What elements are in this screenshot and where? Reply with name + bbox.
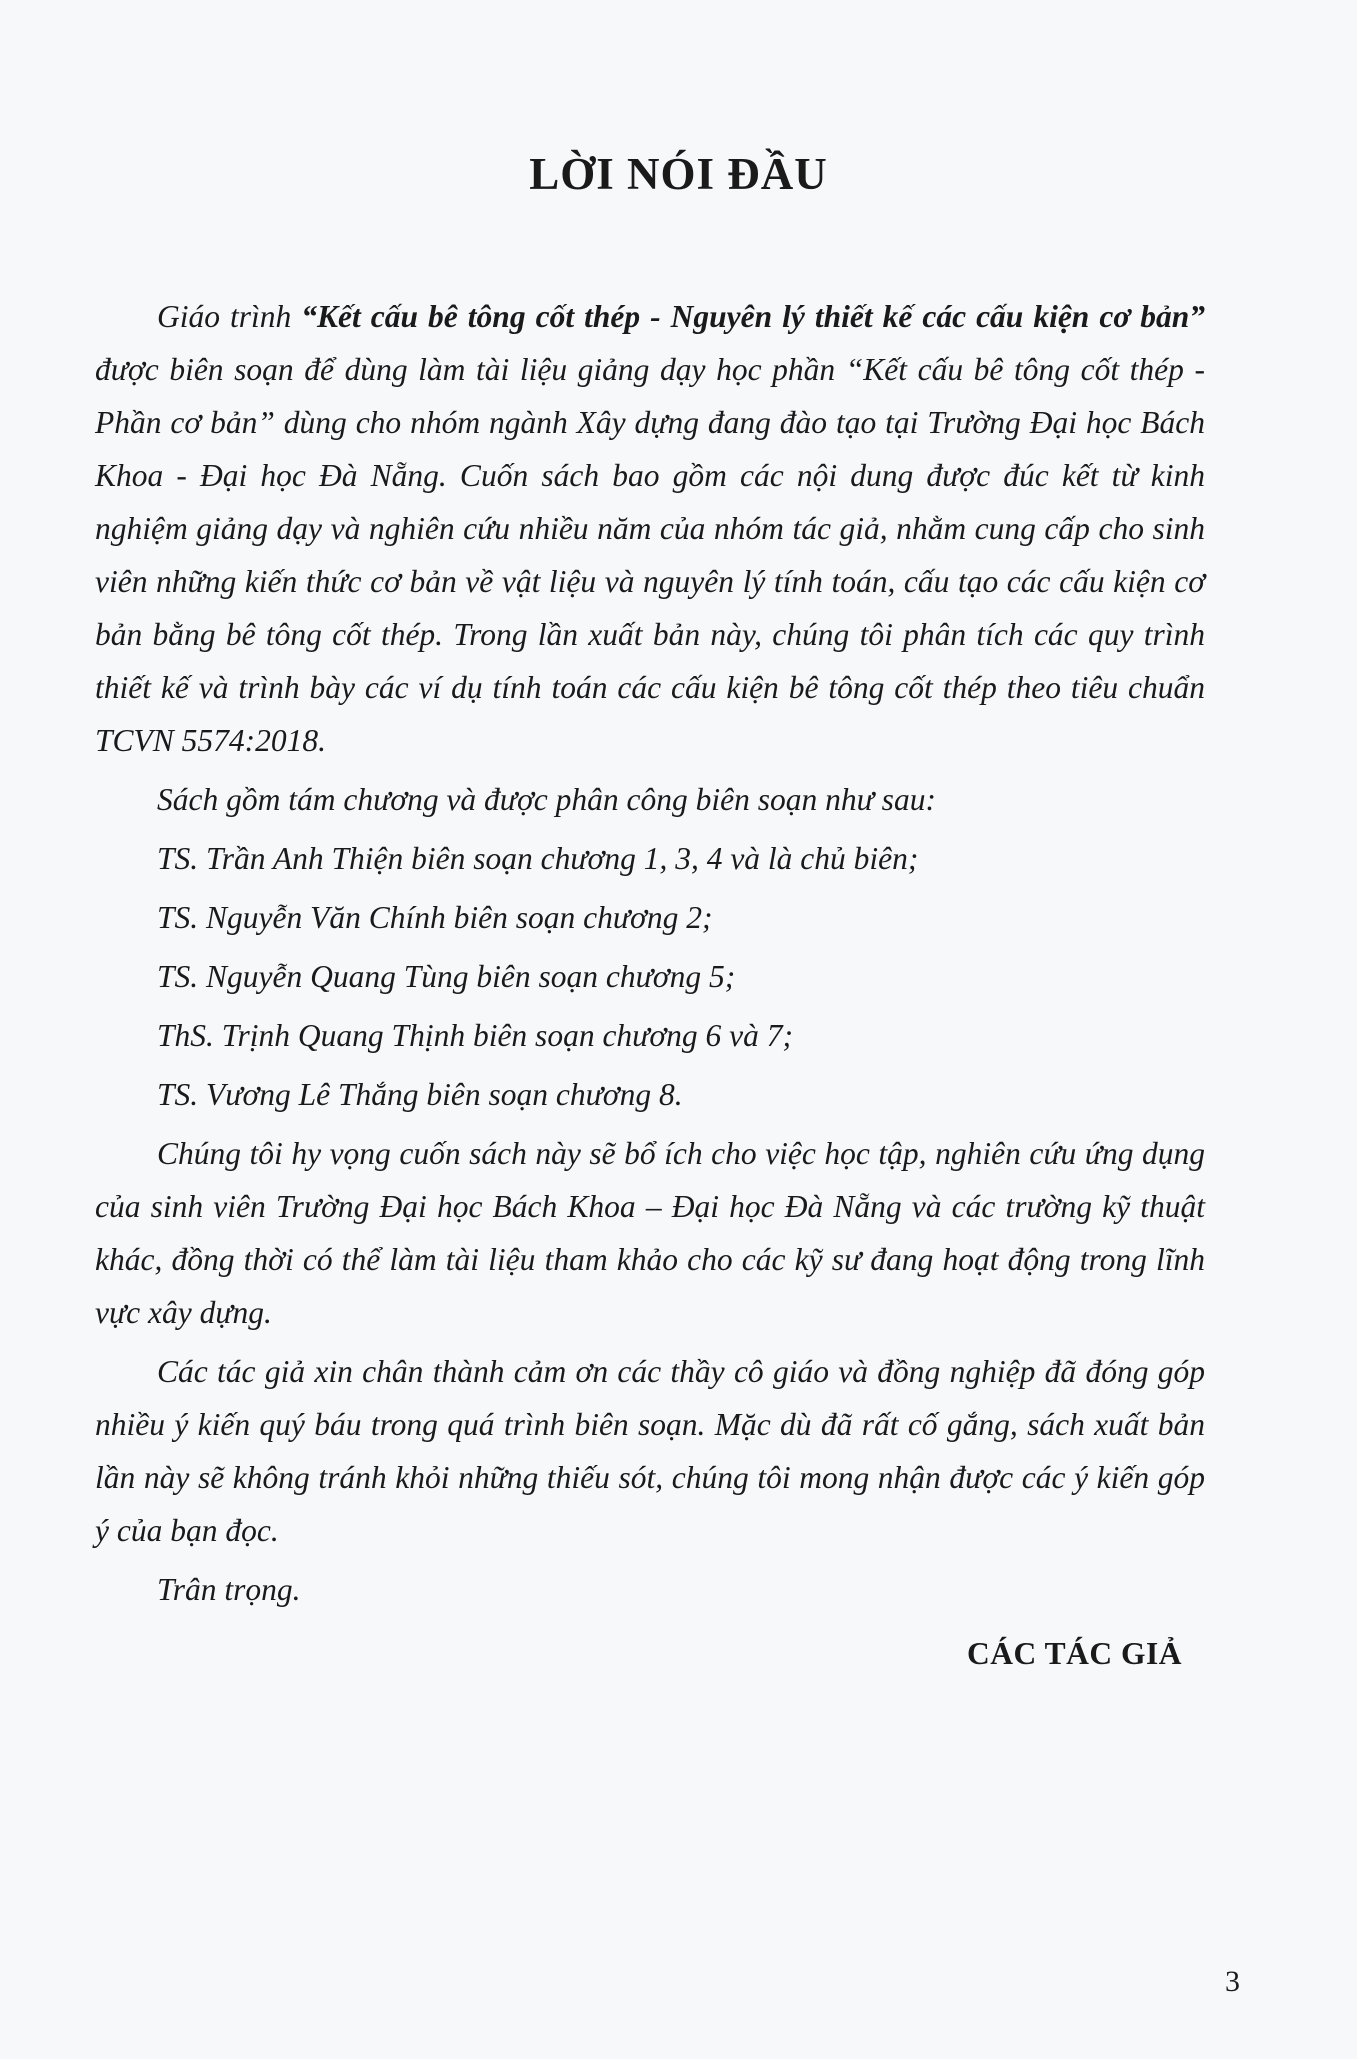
- page-title: LỜI NÓI ĐẦU: [529, 149, 828, 199]
- author-line-2: TS. Nguyễn Văn Chính biên soạn chương 2;: [157, 900, 713, 935]
- book-title: “Kết cấu bê tông cốt thép - Nguyên lý thiết kế các cấu kiện cơ bản”: [301, 299, 1206, 334]
- preface-body: [95, 290, 1205, 1622]
- signature: CÁC TÁC GIẢ: [967, 1636, 1182, 1671]
- author-line-4: ThS. Trịnh Quang Thịnh biên soạn chương 6 và 7;: [157, 1018, 794, 1053]
- thanks-paragraph: Các tác giả xin chân thành cảm ơn các thầy cô giáo và đồng nghiệp đã đóng góp nhiều ý kiến quý báu trong quá trình biên soạn. Mặc dù đã rất cố gắng, sách xuất bản lần này sẽ không tránh khỏi những thiếu sót, chúng tôi mong nhận được các ý kiến góp ý của bạn đọc.: [95, 1354, 1205, 1548]
- author-line-3: TS. Nguyễn Quang Tùng biên soạn chương 5;: [157, 959, 736, 994]
- closing-line: Trân trọng.: [157, 1572, 301, 1607]
- page-number: 3: [1225, 1965, 1240, 1998]
- chapters-intro: Sách gồm tám chương và được phân công biên soạn như sau:: [157, 782, 936, 817]
- intro-part2: được biên soạn để dùng làm tài liệu giảng dạy học phần “Kết cấu bê tông cốt thép - Phần cơ bản” dùng cho nhóm ngành Xây dựng đang đào tạo tại Trường Đại học Bách Khoa - Đại học Đà Nẵng. Cuốn sách bao gồm các nội dung được đúc kết từ kinh nghiệm giảng dạy và nghiên cứu nhiều năm của nhóm tác giả, nhằm cung cấp cho sinh viên những kiến thức cơ bản về vật liệu và nguyên lý tính toán, cấu tạo các cấu kiện cơ bản bằng bê tông cốt thép. Trong lần xuất bản này, chúng tôi phân tích các quy trình thiết kế và trình bày các ví dụ tính toán các cấu kiện bê tông cốt thép theo tiêu chuẩn TCVN 5574:2018.: [95, 352, 1205, 758]
- hope-paragraph: Chúng tôi hy vọng cuốn sách này sẽ bổ ích cho việc học tập, nghiên cứu ứng dụng của sinh viên Trường Đại học Bách Khoa – Đại học Đà Nẵng và các trường kỹ thuật khác, đồng thời có thể làm tài liệu tham khảo cho các kỹ sư đang hoạt động trong lĩnh vực xây dựng.: [95, 1136, 1205, 1330]
- intro-part1: Giáo trình: [157, 299, 302, 334]
- author-line-1: TS. Trần Anh Thiện biên soạn chương 1, 3, 4 và là chủ biên;: [157, 841, 919, 876]
- author-line-5: TS. Vương Lê Thắng biên soạn chương 8.: [157, 1077, 683, 1112]
- intro-paragraph: [95, 290, 1205, 767]
